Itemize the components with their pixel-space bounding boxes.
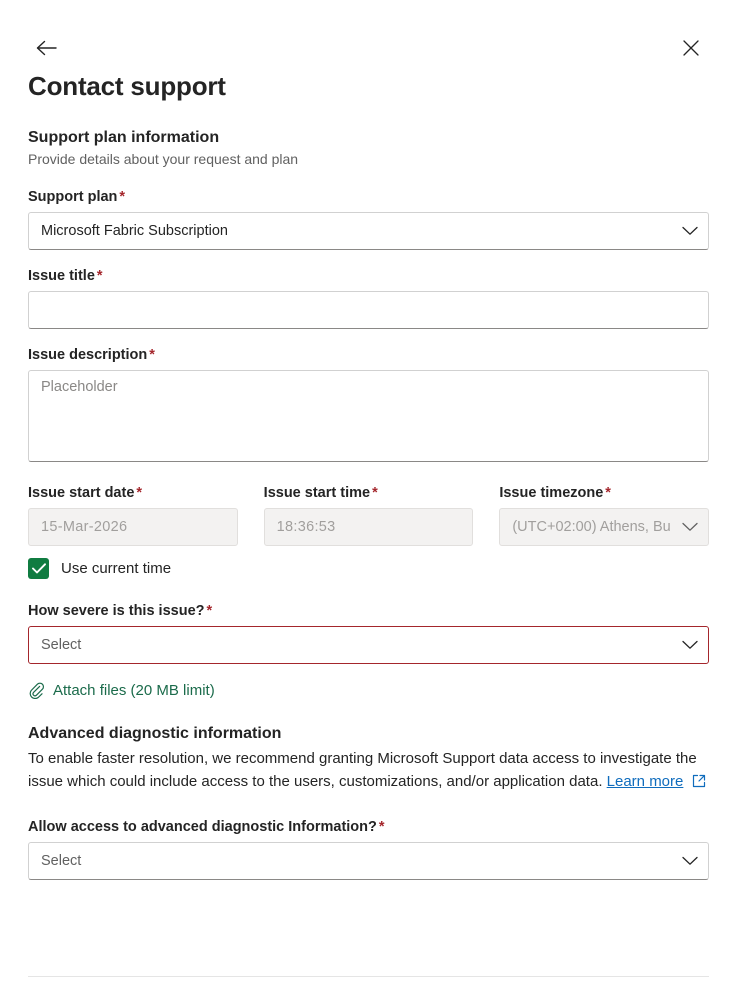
issue-description-field — [28, 347, 709, 467]
paperclip-icon — [28, 682, 45, 699]
advanced-diagnostic-text: To enable faster resolution, we recommend granting Microsoft Support data access to investigate the issue which could include access to the users, customizations, and/or application data. — [28, 749, 697, 790]
external-link-icon — [692, 772, 706, 795]
support-plan-label-text: Support plan — [28, 188, 118, 205]
issue-start-time-field — [264, 485, 474, 546]
chevron-down-icon — [682, 640, 698, 650]
required-marker: * — [206, 602, 213, 619]
severity-select[interactable] — [28, 626, 709, 664]
issue-start-time-label-text: Issue start time — [263, 484, 371, 501]
issue-description-label-text: Issue description — [28, 346, 148, 363]
page-title: Contact support — [28, 71, 226, 101]
severity-label-text: How severe is this issue? — [28, 602, 205, 619]
use-current-time-row[interactable] — [28, 558, 709, 579]
issue-start-date-field — [28, 485, 238, 546]
advanced-diagnostic-body — [28, 747, 709, 796]
issue-start-row — [28, 485, 709, 546]
required-marker: * — [378, 819, 385, 836]
issue-start-date-value: 15-Mar-2026 — [41, 518, 128, 535]
required-marker: * — [119, 188, 126, 205]
allow-access-label — [28, 819, 709, 835]
support-plan-field — [28, 189, 709, 250]
support-plan-label — [28, 189, 709, 205]
issue-description-label — [28, 347, 709, 363]
issue-title-input[interactable] — [28, 291, 709, 329]
allow-access-label-text: Allow access to advanced diagnostic Information? — [28, 819, 377, 836]
issue-start-date-label-text: Issue start date — [28, 484, 135, 501]
allow-access-field — [28, 819, 709, 880]
issue-title-field — [28, 268, 709, 329]
panel-header — [28, 0, 709, 72]
issue-start-time-value: 18:36:53 — [276, 518, 336, 535]
issue-timezone-field — [499, 485, 709, 546]
required-marker: * — [96, 267, 103, 284]
issue-timezone-label — [499, 485, 709, 501]
required-marker: * — [149, 346, 155, 363]
issue-description-input[interactable] — [28, 370, 709, 462]
support-plan-select[interactable] — [28, 212, 709, 250]
issue-title-label-text: Issue title — [28, 267, 95, 284]
footer-divider — [28, 976, 709, 977]
attach-files-button[interactable] — [28, 682, 709, 699]
back-button[interactable] — [28, 30, 64, 66]
required-marker: * — [136, 484, 143, 501]
chevron-down-icon — [682, 522, 698, 532]
allow-access-select[interactable] — [28, 842, 709, 880]
learn-more-link[interactable]: Learn more — [606, 772, 684, 790]
issue-start-date-label — [28, 485, 238, 501]
use-current-time-checkbox[interactable] — [28, 558, 49, 579]
section-subtitle: Provide details about your request and plan — [28, 150, 299, 167]
close-button[interactable] — [673, 30, 709, 66]
issue-timezone-label-text: Issue timezone — [499, 484, 604, 501]
checkmark-icon — [32, 563, 46, 574]
issue-timezone-select — [499, 508, 709, 546]
use-current-time-label: Use current time — [61, 559, 172, 577]
issue-timezone-value: (UTC+02:00) Athens, Bu — [512, 518, 671, 535]
required-marker: * — [605, 484, 611, 501]
issue-title-label — [28, 268, 709, 284]
severity-label — [28, 603, 709, 619]
required-marker: * — [372, 484, 378, 501]
close-icon — [682, 39, 700, 57]
chevron-down-icon — [682, 226, 698, 236]
issue-start-time-label — [264, 485, 474, 501]
allow-access-value: Select — [41, 853, 82, 870]
arrow-left-icon — [35, 39, 57, 57]
severity-field — [28, 603, 709, 664]
support-plan-value: Microsoft Fabric Subscription — [41, 222, 228, 239]
issue-start-date-input — [28, 508, 238, 546]
attach-files-label: Attach files (20 MB limit) — [53, 681, 215, 699]
chevron-down-icon — [682, 856, 698, 866]
issue-start-time-input — [264, 508, 474, 546]
advanced-diagnostic-title: Advanced diagnostic information — [28, 724, 282, 742]
severity-value: Select — [41, 636, 82, 653]
section-title: Support plan information — [28, 128, 220, 146]
